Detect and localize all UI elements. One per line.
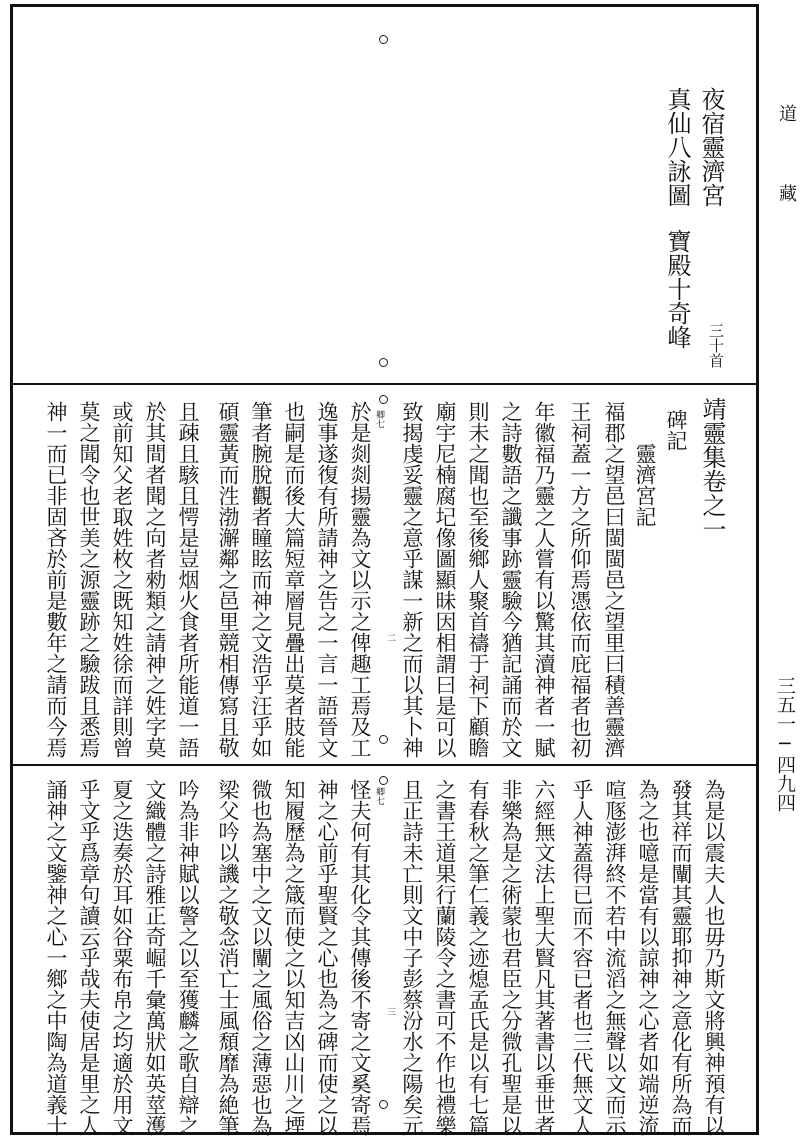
poem-count-note: 三十首: [707, 323, 725, 368]
text-column: 乎人神蓋得已而不容已者也三代無文人: [570, 779, 594, 1136]
poem-title-1: 夜宿靈濟宮: [697, 87, 725, 207]
punch-hole-low-2: [379, 1100, 388, 1109]
poem-title-2b: 寶殿十奇峰: [663, 229, 691, 349]
section-divider-bottom: [13, 764, 756, 766]
block-note: 二: [385, 633, 395, 642]
text-column: 知履歷為之箴而使之以知吉凶山川之堙: [282, 779, 306, 1136]
text-column: 怪夫何有其化令其傳後不寄之文奚寄焉: [348, 779, 372, 1136]
text-column: 福郡之望邑曰閩閩邑之望里曰積善靈濟: [602, 401, 626, 758]
block-note: 卿七: [374, 787, 384, 805]
punch-hole-mid-1: [379, 395, 388, 404]
text-column: 致揭虔妥靈之意乎謀一新之而以其卜神: [400, 401, 424, 758]
text-column: 喧豗澎湃終不若中流滔之無聲以文而示: [603, 779, 627, 1136]
text-column: 梁父吟以譏之敬念消亡士風頹靡為絶筆: [216, 779, 240, 1136]
text-column: 也嗣是而後大篇短章層見疊出莫者肢能: [282, 401, 306, 758]
text-column: 文織體之詩雅正奇崛千彙萬狀如英莖濩: [143, 779, 167, 1136]
text-column: 或前知父老取姓枚之既知姓徐而詳則曾: [110, 401, 134, 758]
text-column: 微也為塞中之文以闡之風俗之薄惡也為: [249, 779, 273, 1136]
block-note: 卿七: [374, 410, 384, 428]
section-divider-top: [13, 383, 756, 385]
punch-hole-upper: [379, 358, 388, 367]
punch-hole-mid-2: [379, 735, 388, 744]
text-column: 年徽福乃靈之人嘗有以驚其瀆神者一賦: [532, 401, 556, 758]
text-column: 且正詩未亡則文中子彭蔡汾水之陽矣元: [400, 779, 424, 1136]
text-column: 王祠蓋一方之所仰焉憑依而庇福者也初: [568, 401, 592, 758]
text-column: 於其間者聞之向者勑類之請神之姓字莫: [143, 401, 167, 758]
text-column: 夏之迭奏於耳如谷粟布帛之均適於用文: [110, 779, 134, 1136]
essay-title: 靈濟宮記: [633, 443, 657, 527]
text-column: 吟為非神賦以警之以至獲麟之歌自辯之: [176, 779, 200, 1136]
text-column: 非樂為是之術蒙也君臣之分微孔聖是以: [499, 779, 523, 1136]
text-column: 為之也噫是當有以諒神之心者如端逆流: [636, 779, 660, 1136]
category-heading: 碑記: [664, 409, 688, 451]
page-number: 三五一─四九四: [774, 676, 796, 812]
poem-title-2a: 真仙八詠圖: [663, 87, 691, 207]
text-column: 神一而已非固吝於前是數年之請而今焉: [44, 401, 68, 758]
book-name-zang: 藏: [776, 184, 797, 202]
text-column: 之書王道果行蘭陵令之書可不作也禮樂: [433, 779, 457, 1136]
text-column: 莫之聞令也世美之源靈跡之驗跋且悉焉: [77, 401, 101, 758]
punch-hole-top: [379, 35, 388, 44]
text-column: 為是以震夫人也毋乃斯文將興神預有以: [702, 779, 726, 1136]
block-note: 三: [385, 1007, 395, 1016]
book-name-dao: 道: [776, 104, 797, 122]
text-column: 則未之聞也至後鄉人聚首禱于祠下顧瞻: [466, 401, 490, 758]
text-column: 乎文乎爲章句讀云乎哉夫使居是里之人: [77, 779, 101, 1136]
text-column: 逸事遂復有所請神之告之一言一語晉文: [315, 401, 339, 758]
text-column: 發其祥而闡其靈耶抑神之意化有所為而: [669, 779, 693, 1136]
text-column: 六經無文法上聖大賢凡其著書以垂世者: [532, 779, 556, 1136]
text-column: 誦神之文鑒神之心一鄉之中陶為道義十: [44, 779, 68, 1136]
text-column: 碩靈黃而泩渤澥鄰之邑里競相傳寫且敬: [216, 401, 240, 758]
text-column: 且疎且駭且愕是豈烟火食者所能道一語: [176, 401, 200, 758]
volume-title: 靖靈集卷之一: [698, 397, 726, 541]
text-column: 廟宇尼楠腐圮像圖顯昧因相謂曰是可以: [433, 401, 457, 758]
text-column: 之詩數語之讖事跡靈驗今猶記誦而於文: [499, 401, 523, 758]
page-frame: [10, 4, 759, 1135]
punch-hole-low-1: [379, 776, 388, 785]
text-column: 神之心前乎聖賢之心也為之碑而使之以: [315, 779, 339, 1136]
text-column: 筆者腕脫觀者瞳眩而神之文浩乎汪乎如: [249, 401, 273, 758]
text-column: 有春秋之筆仁義之迹熄孟氏是以有七篇: [466, 779, 490, 1136]
text-column: 於是剡剡揚靈為文以示之俾趣工焉及工: [348, 401, 372, 758]
